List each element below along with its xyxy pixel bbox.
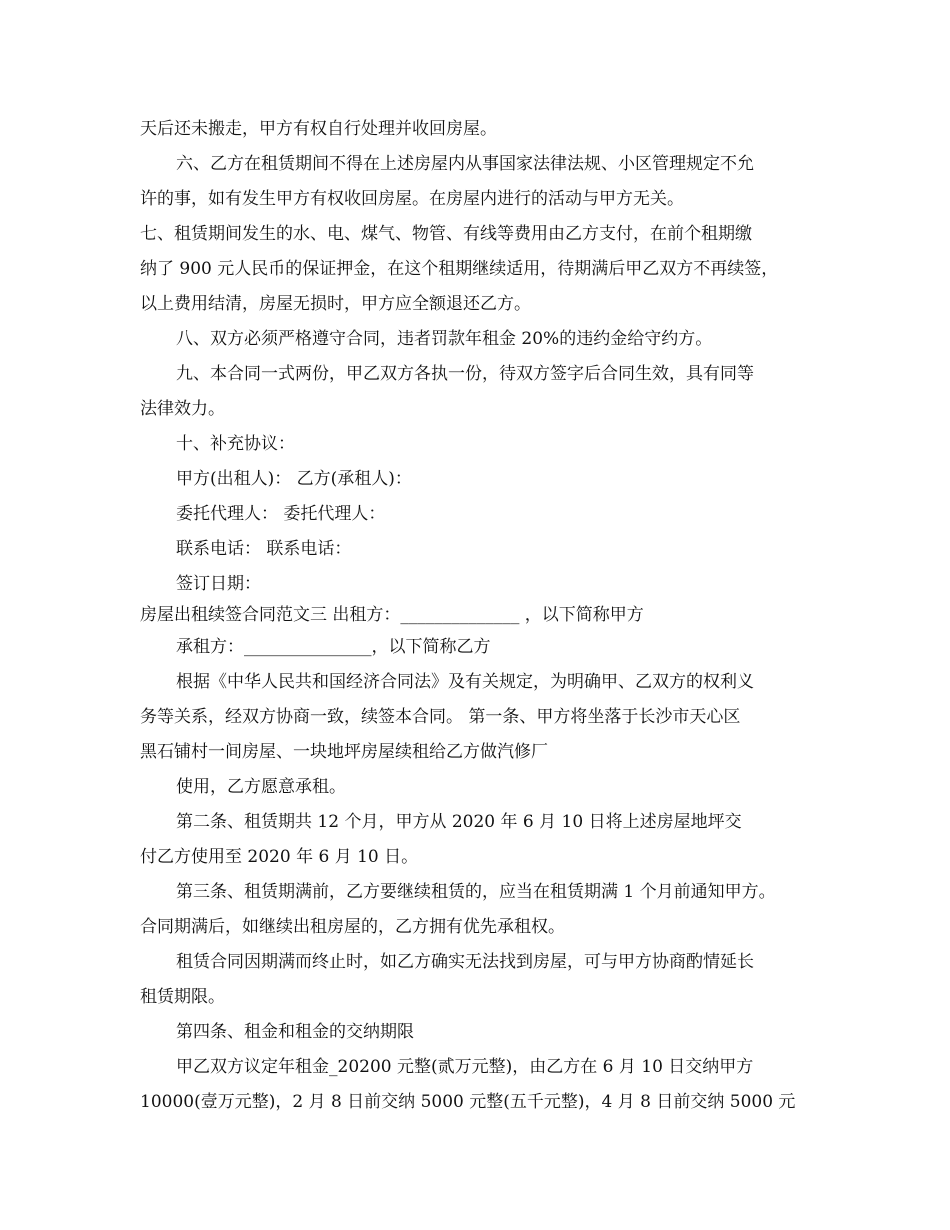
- text-line: 纳了 900 元人民币的保证押金，在这个租期继续适用，待期满后甲乙双方不再续签，: [140, 259, 779, 279]
- text-line: 10000(壹万元整)，2 月 8 日前交纳 5000 元整(五千元整)，4 月 8 日前交纳 5000 元: [140, 1092, 796, 1112]
- text-line: 承租方：_______________，以下简称乙方: [176, 637, 491, 657]
- text-line: 付乙方使用至 2020 年 6 月 10 日。: [140, 847, 419, 867]
- text-line: 甲乙双方议定年租金_20200 元整(贰万元整)，由乙方在 6 月 10 日交纳甲方: [176, 1057, 754, 1077]
- text-line: 第四条、租金和租金的交纳期限: [176, 1022, 414, 1042]
- text-line: 七、租赁期间发生的水、电、煤气、物管、有线等费用由乙方支付，在前个租期缴: [140, 224, 752, 244]
- text-line: 使用，乙方愿意承租。: [176, 777, 346, 797]
- text-line: 甲方(出租人)： 乙方(承租人)：: [176, 469, 412, 489]
- text-line: 租赁期限。: [140, 987, 225, 1007]
- text-line: 联系电话： 联系电话：: [176, 539, 352, 559]
- text-line: 法律效力。: [140, 399, 225, 419]
- text-line: 第三条、租赁期满前，乙方要继续租赁的，应当在租赁期满 1 个月前通知甲方。: [176, 882, 776, 902]
- text-line: 八、双方必须严格遵守合同，违者罚款年租金 20%的违约金给守约方。: [176, 329, 713, 349]
- text-line: 许的事，如有发生甲方有权收回房屋。在房屋内进行的活动与甲方无关。: [140, 189, 684, 209]
- text-line: 第二条、租赁期共 12 个月，甲方从 2020 年 6 月 10 日将上述房屋地坪交: [176, 812, 742, 832]
- text-line: 委托代理人： 委托代理人：: [176, 504, 386, 524]
- text-line: 以上费用结清，房屋无损时，甲方应全额退还乙方。: [140, 294, 531, 314]
- text-line: 务等关系，经双方协商一致，续签本合同。 第一条、甲方将坐落于长沙市天心区: [140, 707, 741, 727]
- text-line: 九、本合同一式两份，甲乙双方各执一份，待双方签字后合同生效，具有同等: [176, 364, 754, 384]
- text-line: 根据《中华人民共和国经济合同法》及有关规定，为明确甲、乙双方的权利义: [176, 672, 754, 692]
- text-line: 十、补充协议：: [176, 434, 295, 454]
- text-line: 天后还未搬走，甲方有权自行处理并收回房屋。: [140, 119, 497, 139]
- text-line: 房屋出租续签合同范文三 出租方：______________ ，以下简称甲方: [140, 605, 644, 625]
- text-line: 黑石铺村一间房屋、一块地坪房屋续租给乙方做汽修厂: [140, 742, 548, 762]
- text-line: 租赁合同因期满而终止时，如乙方确实无法找到房屋，可与甲方协商酌情延长: [176, 952, 754, 972]
- text-line: 签订日期：: [176, 574, 261, 594]
- text-line: 六、乙方在租赁期间不得在上述房屋内从事国家法律法规、小区管理规定不允: [176, 154, 754, 174]
- text-line: 合同期满后，如继续出租房屋的，乙方拥有优先承租权。: [140, 917, 565, 937]
